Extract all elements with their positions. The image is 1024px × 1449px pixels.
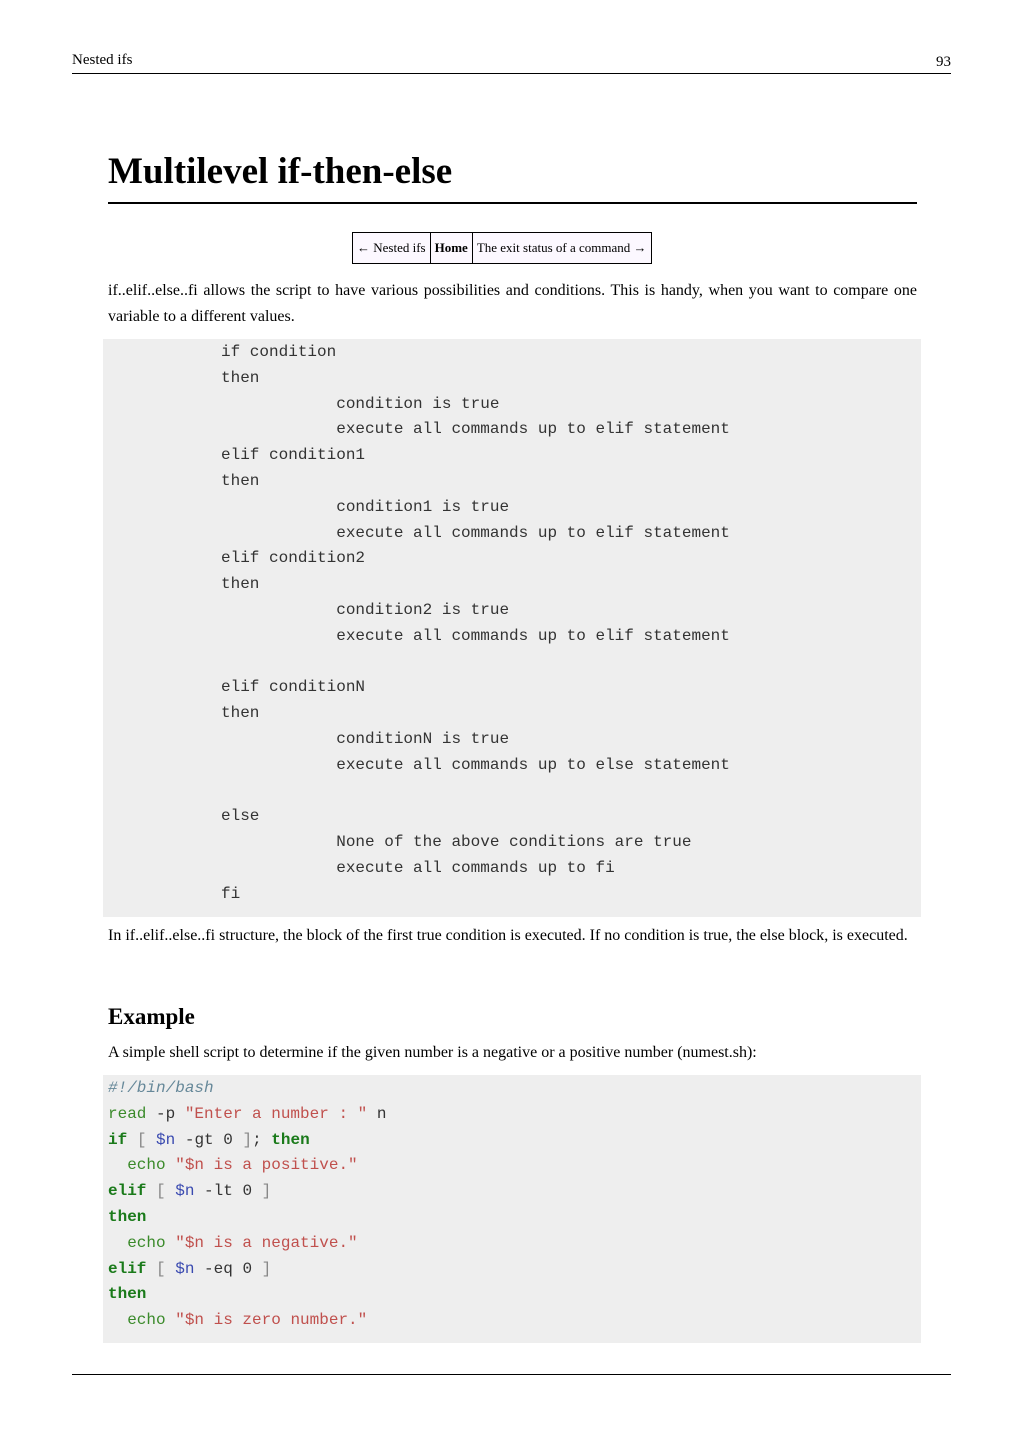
code-line: fi	[221, 884, 241, 903]
code-line	[108, 1153, 386, 1179]
code-line: execute all commands up to elif statement	[221, 523, 730, 542]
code-text: -gt 0	[175, 1130, 243, 1149]
code-punct: ]	[261, 1259, 272, 1278]
code-text: -eq 0	[194, 1259, 262, 1278]
code-punct: [	[156, 1182, 166, 1201]
code-line	[108, 1308, 386, 1334]
code-builtin: echo	[127, 1311, 166, 1330]
code-string: "$n is a positive."	[175, 1156, 358, 1175]
code-line: then	[221, 575, 260, 594]
code-punct: [	[136, 1130, 147, 1149]
code-string: "Enter a number : "	[184, 1104, 368, 1123]
code-line: then	[221, 704, 260, 723]
code-text: ;	[252, 1130, 262, 1149]
code-keyword: elif	[108, 1182, 147, 1201]
code-punct: ]	[242, 1130, 253, 1149]
code-line	[108, 1179, 386, 1205]
code-line: elif condition1	[221, 446, 366, 465]
chapter-navigation	[352, 232, 652, 264]
code-keyword: elif	[108, 1259, 147, 1278]
code-line: elif conditionN	[221, 678, 366, 697]
page-number: 93	[936, 54, 951, 70]
code-line	[108, 1102, 386, 1128]
intro-paragraph: if..elif..else..fi allows the script to have various possibilities and conditions. This is handy, when you want to compare one variable to a different values.	[108, 282, 917, 325]
code-line: None of the above conditions are true	[221, 833, 692, 852]
nav-next-link[interactable]: The exit status of a command →	[472, 233, 651, 264]
nav-home-link[interactable]: Home	[430, 233, 472, 264]
code-line: conditionN is true	[221, 729, 510, 748]
code-keyword: if	[108, 1130, 128, 1149]
code-line: condition is true	[221, 394, 500, 413]
code-keyword: then	[108, 1207, 147, 1226]
code-builtin: echo	[127, 1233, 166, 1252]
code-variable: $n	[175, 1259, 195, 1278]
footer-rule	[72, 1374, 951, 1375]
running-header	[72, 50, 951, 74]
code-line: else	[221, 807, 260, 826]
code-line: then	[221, 471, 260, 490]
code-text: n	[367, 1104, 387, 1123]
code-text: -lt 0	[194, 1182, 262, 1201]
code-line: then	[221, 368, 260, 387]
code-shebang: #!/bin/bash	[108, 1079, 214, 1097]
code-string: "$n is a negative."	[175, 1233, 358, 1252]
code-line: elif condition2	[221, 549, 366, 568]
code-line: execute all commands up to elif statement	[221, 626, 730, 645]
code-line	[108, 1257, 386, 1283]
example-code-block	[103, 1075, 921, 1343]
syntax-code-block	[103, 339, 921, 917]
code-punct: [	[156, 1259, 166, 1278]
code-keyword: then	[108, 1285, 147, 1304]
code-line	[108, 1231, 386, 1257]
code-line	[108, 1128, 386, 1154]
example-description: A simple shell script to determine if the given number is a negative or a positive number (numest.sh):	[108, 1044, 757, 1061]
example-heading: Example	[108, 1004, 195, 1029]
code-builtin: read	[108, 1104, 147, 1123]
code-line	[221, 650, 730, 676]
example-code-lines	[108, 1076, 386, 1334]
code-text: -p	[146, 1104, 185, 1123]
code-punct: ]	[261, 1182, 272, 1201]
code-variable: $n	[156, 1130, 176, 1149]
code-line: condition1 is true	[221, 497, 510, 516]
code-line	[108, 1282, 386, 1308]
code-builtin: echo	[127, 1156, 166, 1175]
code-line	[108, 1076, 386, 1102]
code-line	[108, 1205, 386, 1231]
syntax-code-lines	[221, 340, 730, 908]
code-string: "$n is zero number."	[175, 1311, 368, 1330]
code-line: execute all commands up to else statement	[221, 755, 730, 774]
code-line	[221, 779, 730, 805]
code-line: execute all commands up to fi	[221, 858, 615, 877]
code-keyword: then	[271, 1130, 310, 1149]
nav-prev-link[interactable]: ← Nested ifs	[353, 233, 431, 264]
code-line: execute all commands up to elif statement	[221, 420, 730, 439]
page-title: Multilevel if-then-else	[108, 150, 917, 204]
code-variable: $n	[175, 1182, 195, 1201]
code-line: condition2 is true	[221, 600, 510, 619]
explanation-paragraph: In if..elif..else..fi structure, the block of the first true condition is executed. If no condition is true, the else block, is executed.	[108, 927, 908, 944]
running-header-title: Nested ifs	[72, 52, 133, 68]
code-line: if condition	[221, 343, 337, 361]
